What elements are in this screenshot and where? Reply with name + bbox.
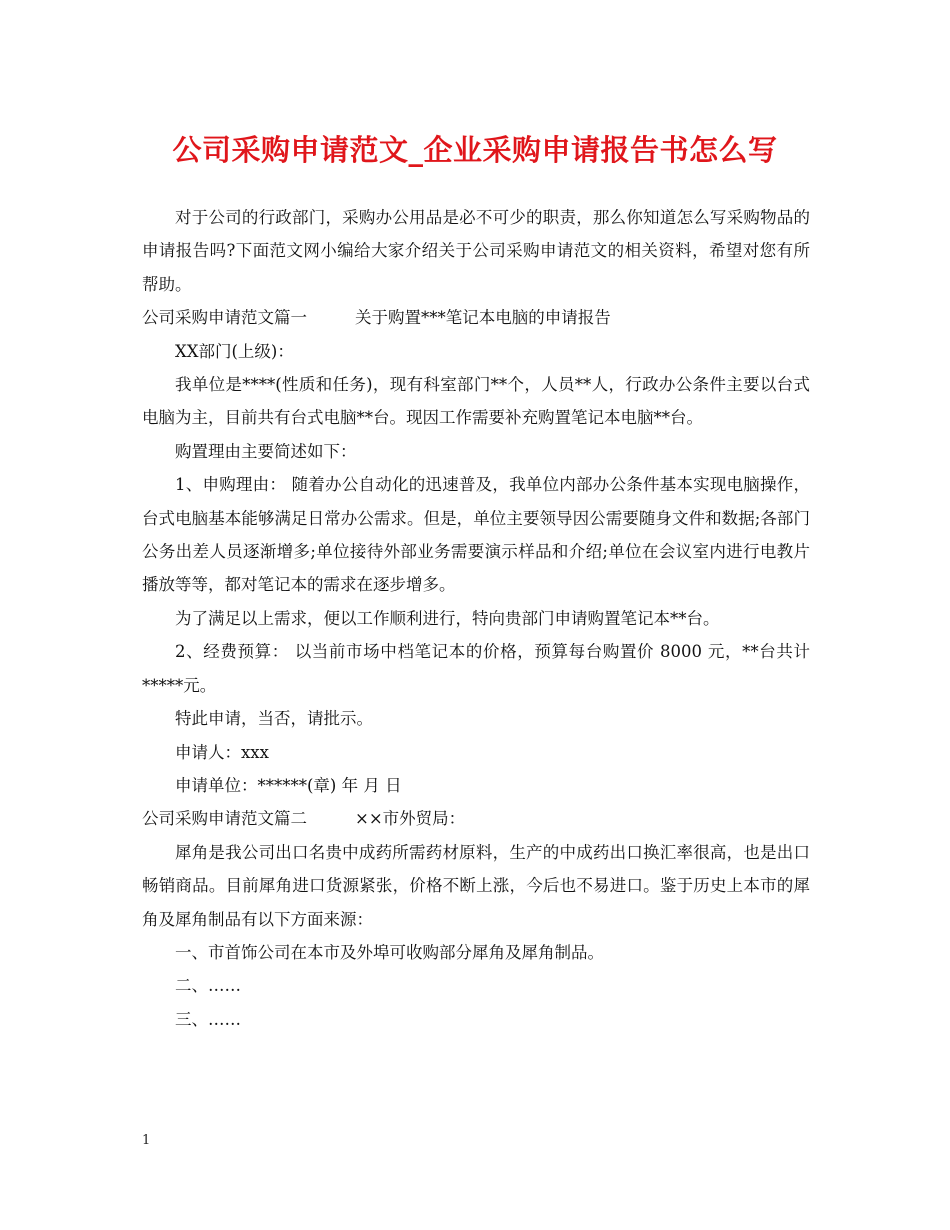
section1-paragraph-2: 购置理由主要简述如下：: [175, 441, 357, 461]
section1-label: 公司采购申请范文篇一: [142, 308, 307, 328]
section2-paragraph-2: 一、市首饰公司在本市及外埠可收购部分犀角及犀角制品。: [175, 942, 604, 962]
section1-subject: 关于购置***笔记本电脑的申请报告: [355, 308, 611, 328]
section1-paragraph-3: 1、申购理由： 随着办公自动化的迅速普及，我单位内部办公条件基本实现电脑操作，台式电脑基本能够满足日常办公需求。但是，单位主要领导因公需要随身文件和数据;各部门公务出差人员逐渐增多;单位接待外部业务需要演示样品和介绍;单位在会议室内进行电教片播放等等，都对笔记本的需求在逐步增多。: [142, 475, 810, 595]
section2-paragraph-1: 犀角是我公司出口名贵中成药所需药材原料，生产的中成药出口换汇率很高，也是出口畅销商品。目前犀角进口货源紧张，价格不断上涨，今后也不易进口。鉴于历史上本市的犀角及犀角制品有以下方面来源：: [142, 842, 810, 929]
page-number: 1: [142, 1133, 151, 1148]
section1-paragraph-5: 2、经费预算： 以当前市场中档笔记本的价格，预算每台购置价 8000 元，**台共计*****元。: [142, 642, 810, 695]
document-title: 公司采购申请范文_企业采购申请报告书怎么写: [172, 133, 778, 167]
section1-paragraph-6: 特此申请，当否，请批示。: [175, 709, 373, 729]
section2-heading: [142, 802, 810, 835]
section2-paragraph-4: 三、……: [175, 1009, 241, 1029]
section1-applicant-unit: 申请单位：******(章) 年 月 日: [175, 775, 402, 795]
section1-paragraph-4: 为了满足以上需求，便以工作顺利进行，特向贵部门申请购置笔记本**台。: [175, 608, 720, 628]
section1-heading: [142, 301, 810, 334]
section1-paragraph-1: 我单位是****(性质和任务)，现有科室部门**个，人员**人，行政办公条件主要以台式电脑为主，目前共有台式电脑**台。现因工作需要补充购置笔记本电脑**台。: [142, 375, 810, 428]
section2-subject: ××市外贸局：: [355, 809, 466, 829]
document-body: [142, 201, 810, 1036]
section2-label: 公司采购申请范文篇二: [142, 809, 307, 829]
intro-paragraph: 对于公司的行政部门，采购办公用品是必不可少的职责，那么你知道怎么写采购物品的申请报告吗?下面范文网小编给大家介绍关于公司采购申请范文的相关资料，希望对您有所帮助。: [142, 208, 810, 294]
section1-applicant: 申请人：xxx: [175, 742, 269, 762]
section1-salutation: XX部门(上级)：: [175, 341, 294, 361]
section2-paragraph-3: 二、……: [175, 976, 241, 996]
